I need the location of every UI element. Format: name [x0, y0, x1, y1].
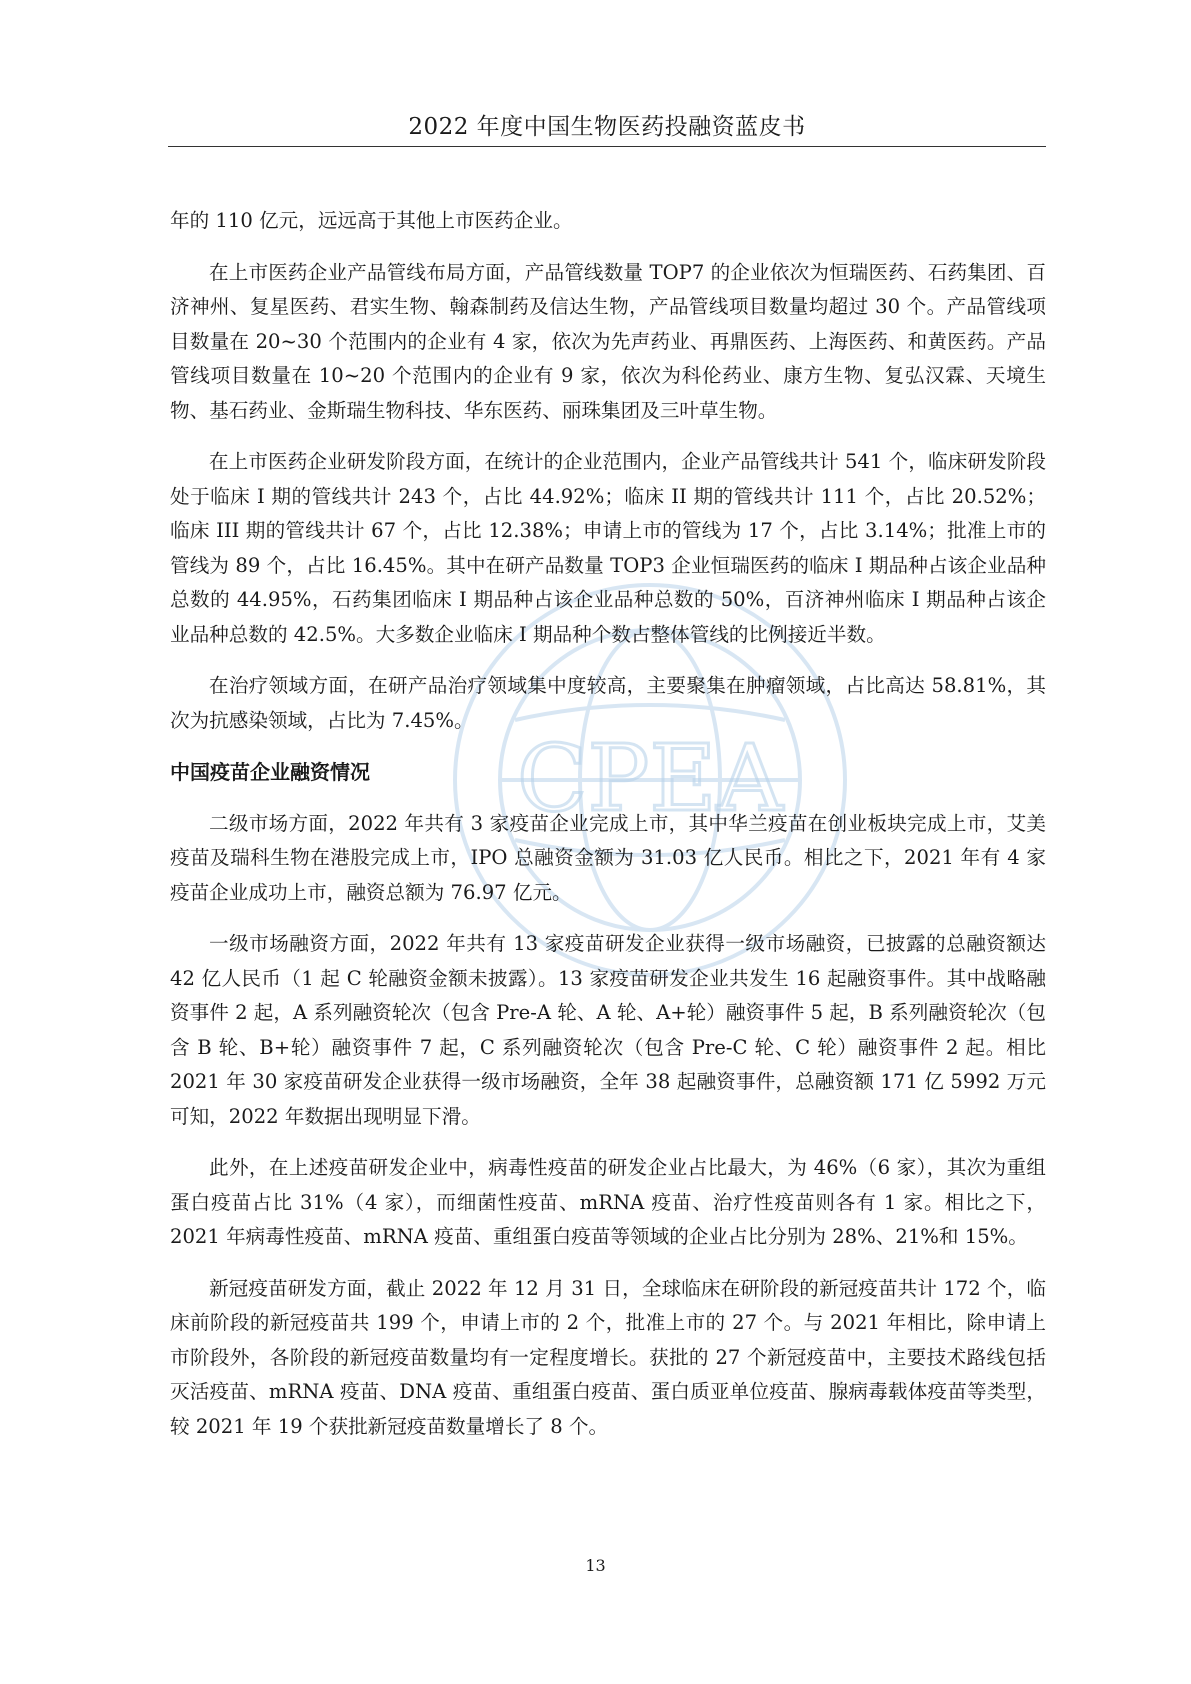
page-number: 13 — [585, 1556, 606, 1575]
header-title: 2022 年度中国生物医药投融资蓝皮书 — [408, 114, 806, 140]
header-divider — [168, 146, 1046, 147]
paragraph: 在上市医药企业研发阶段方面，在统计的企业范围内，企业产品管线共计 541 个，临床研发阶段处于临床 I 期的管线共计 243 个，占比 44.92%；临床 II 期的管线共计 111 个，占比 20.52%；临床 III 期的管线共计 67 个，占比 12.38%；申请上市的管线为 17 个，占比 3.14%；批准上市的管线为 89 个，占比 16.45%。其中在研产品数量 TOP3 企业恒瑞医药的临床 I 期品种占该企业品种总数的 44.95%，石药集团临床 I 期品种占该企业品种总数的 50%，百济神州临床 I 期品种占该企业品种总数的 42.5%。大多数企业临床 I 期品种个数占整体管线的比例接近半数。 — [170, 450, 1046, 646]
page-body — [170, 204, 1046, 1461]
paragraph: 二级市场方面，2022 年共有 3 家疫苗企业完成上市，其中华兰疫苗在创业板块完成上市，艾美疫苗及瑞科生物在港股完成上市，IPO 总融资金额为 31.03 亿人民币。相比之下，2021 年有 4 家疫苗企业成功上市，融资总额为 76.97 亿元。 — [170, 811, 1046, 904]
paragraph: 此外，在上述疫苗研发企业中，病毒性疫苗的研发企业占比最大，为 46%（6 家），其次为重组蛋白疫苗占比 31%（4 家），而细菌性疫苗、mRNA 疫苗、治疗性疫苗则各有 1 家。相比之下，2021 年病毒性疫苗、mRNA 疫苗、重组蛋白疫苗等领域的企业占比分别为 28%、21%和 15%。 — [170, 1156, 1046, 1248]
paragraph: 一级市场融资方面，2022 年共有 13 家疫苗研发企业获得一级市场融资，已披露的总融资额达 42 亿人民币（1 起 C 轮融资金额未披露）。13 家疫苗研发企业共发生 16 起融资事件。其中战略融资事件 2 起，A 系列融资轮次（包含 Pre-A 轮、A 轮、A+轮）融资事件 5 起，B 系列融资轮次（包含 B 轮、B+轮）融资事件 7 起，C 系列融资轮次（包含 Pre-C 轮、C 轮）融资事件 2 起。相比 2021 年 30 家疫苗研发企业获得一级市场融资，全年 38 起融资事件，总融资额 171 亿 5992 万元可知，2022 年数据出现明显下滑。 — [170, 932, 1046, 1128]
paragraph: 年的 110 亿元，远远高于其他上市医药企业。 — [170, 209, 573, 232]
watermark-text: CPEA — [517, 725, 783, 832]
paragraph: 在治疗领域方面，在研产品治疗领域集中度较高，主要聚集在肿瘤领域，占比高达 58.81%，其次为抗感染领域，占比为 7.45%。 — [170, 674, 1046, 732]
section-heading: 中国疫苗企业融资情况 — [170, 760, 370, 784]
paragraph: 新冠疫苗研发方面，截止 2022 年 12 月 31 日，全球临床在研阶段的新冠疫苗共计 172 个，临床前阶段的新冠疫苗共 199 个，申请上市的 2 个，批准上市的 27 个。与 2021 年相比，除申请上市阶段外，各阶段的新冠疫苗数量均有一定程度增长。获批的 27 个新冠疫苗中，主要技术路线包括灭活疫苗、mRNA 疫苗、DNA 疫苗、重组蛋白疫苗、蛋白质亚单位疫苗、腺病毒载体疫苗等类型，较 2021 年 19 个获批新冠疫苗数量增长了 8 个。 — [170, 1276, 1046, 1438]
paragraph: 在上市医药企业产品管线布局方面，产品管线数量 TOP7 的企业依次为恒瑞医药、石药集团、百济神州、复星医药、君实生物、翰森制药及信达生物，产品管线项目数量均超过 30 个。产品管线项目数量在 20~30 个范围内的企业有 4 家，依次为先声药业、再鼎医药、上海医药、和黄医药。产品管线项目数量在 10~20 个范围内的企业有 9 家，依次为科伦药业、康方生物、复弘汉霖、天境生物、基石药业、金斯瑞生物科技、华东医药、丽珠集团及三叶草生物。 — [170, 260, 1046, 422]
